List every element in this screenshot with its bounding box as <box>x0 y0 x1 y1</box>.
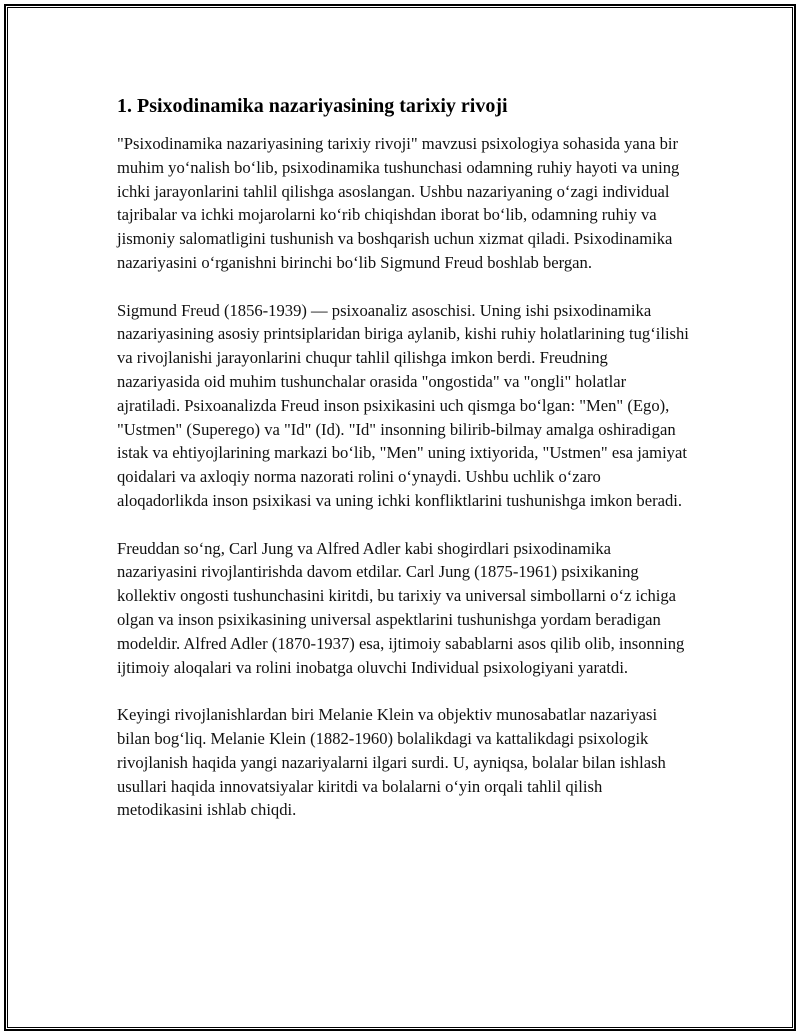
document-body <box>117 92 692 846</box>
section-heading: 1. Psixodinamika nazariyasining tarixiy rivoji <box>117 95 508 117</box>
paragraph-klein: Keyingi rivojlanishlardan biri Melanie Klein va objektiv munosabatlar nazariyasi bilan bog‘liq. Melanie Klein (1882-1960) bolalikdagi va kattalikdagi psixologik rivojlanish haqida yangi nazariyalarni ilgari surdi. U, ayniqsa, bolalar bilan ishlash usullari haqida innovatsiyalar kiritdi va bolalarni o‘yin orqali tahlil qilish metodikasini ishlab chiqdi. <box>117 705 666 820</box>
paragraph-freud: Sigmund Freud (1856-1939) — psixoanaliz asoschisi. Uning ishi psixodinamika nazariyasining asosiy printsiplaridan biriga aylanib, kishi ruhiy holatlarining tug‘ilishi va rivojlanishi jarayonlarini chuqur tahlil qilishga imkon berdi. Freudning nazariyasida oid muhim tushunchalar orasida "ongostida" va "ongli" holatlar ajratiladi. Psixoanalizda Freud inson psixikasini uch qismga bo‘lgan: "Men" (Ego), "Ustmen" (Superego) va "Id" (Id). "Id" insonning bilirib-bilmay amalga oshiradigan istak va ehtiyojlarining markazi bo‘lib, "Men" uning ixtiyorida, "Ustmen" esa jamiyat qoidalari va axloqiy norma nazorati rolini o‘ynaydi. Ushbu uchlik o‘zaro aloqadorlikda inson psixikasi va uning ichki konfliktlarini tushunishga imkon beradi. <box>117 300 689 510</box>
paragraph-intro: "Psixodinamika nazariyasining tarixiy rivoji" mavzusi psixologiya sohasida yana bir muhim yo‘nalish bo‘lib, psixodinamika tushunchasi odamning ruhiy hayoti va uning ichki jarayonlarini tahlil qilishga asoslangan. Ushbu nazariyaning o‘zagi individual tajribalar va ichki mojarolarni ko‘rib chiqishdan iborat bo‘lib, odamning ruhiy va jismoniy salomatligini tushunish va boshqarish uchun xizmat qiladi. Psixodinamika nazariyasini o‘rganishni birinchi bo‘lib Sigmund Freud boshlab bergan. <box>117 134 680 272</box>
paragraph-jung-adler: Freuddan so‘ng, Carl Jung va Alfred Adler kabi shogirdlari psixodinamika nazariyasini rivojlantirishda davom etdilar. Carl Jung (1875-1961) psixikaning kollektiv ongosti tushunchasini kiritdi, bu tarixiy va universal simbollarni o‘z ichiga olgan va inson psixikasining universal aspektlarini tushunishga yordam beradigan modeldir. Alfred Adler (1870-1937) esa, ijtimoiy sabablarni asos qilib olib, insonning ijtimoiy aloqalari va rolini inobatga oluvchi Individual psixologiyani yaratdi. <box>117 538 685 677</box>
